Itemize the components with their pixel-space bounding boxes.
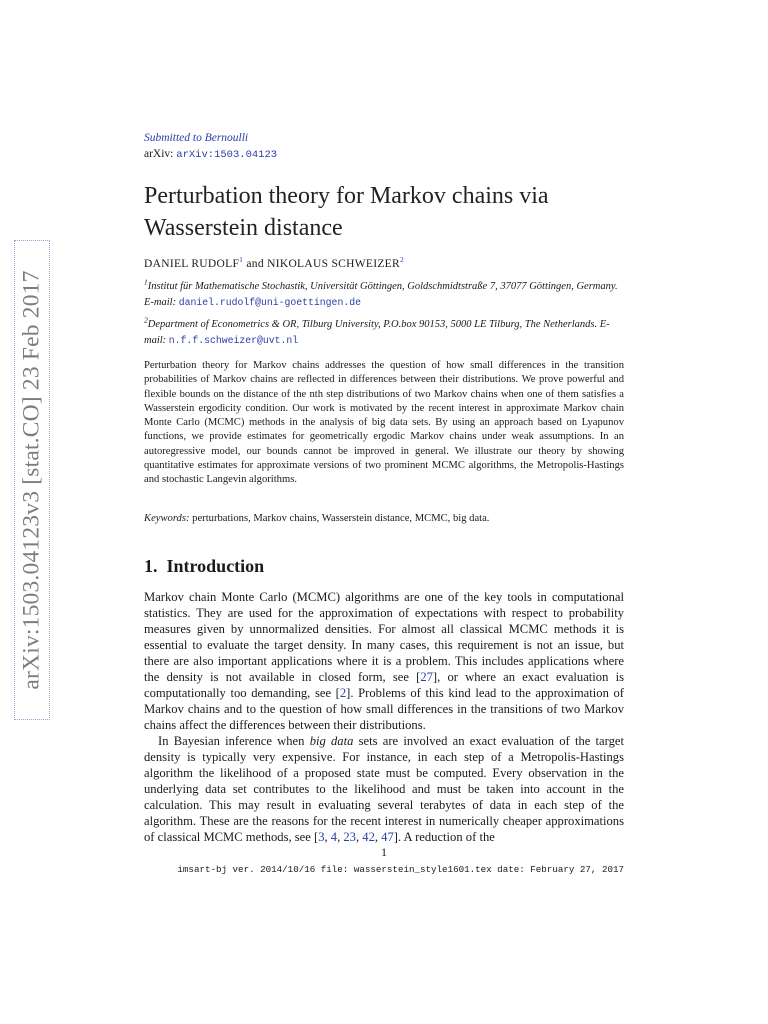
- submitted-to-journal[interactable]: Submitted to Bernoulli: [144, 132, 249, 144]
- arxiv-side-stamp: [14, 240, 50, 720]
- arxiv-identifier: [144, 148, 624, 161]
- affiliation-1-text: Institut für Mathematische Stochastik, Universität Göttingen, Goldschmidtstraße 7, 37077 Göttingen, Germany. E-mail:: [144, 281, 618, 308]
- citation-link[interactable]: 27: [420, 670, 433, 684]
- arxiv-prefix: arXiv:: [144, 148, 174, 160]
- affiliation-1: [144, 279, 624, 311]
- author-conjunction: and: [246, 258, 264, 270]
- affiliation-1-marker: 1: [144, 277, 148, 287]
- keywords: [144, 513, 624, 524]
- para-1-text-a: Markov chain Monte Carlo (MCMC) algorithms are one of the key tools in computational statistics. They are used for the approximation of expectations with respect to probability measures given by unnormalized densities. For almost all classical MCMC methods it is essential to evaluate the target density. In many cases, this requirement is not an issue, but there are also important applications where it is a problem. This includes applications where the density is not available in closed form, see [: [144, 590, 624, 684]
- para-1-text-c: ]. Problems of this kind lead to the approximation of Markov chains and to the question of how small differences in the transitions of two Markov chains affect the differences between their distributions.: [144, 686, 624, 732]
- affiliation-2-email[interactable]: n.f.f.schweizer@uvt.nl: [168, 335, 299, 346]
- section-number: 1.: [144, 556, 158, 576]
- keywords-text: perturbations, Markov chains, Wasserstein distance, MCMC, big data.: [192, 513, 490, 524]
- author-2-affil-marker[interactable]: 2: [399, 255, 405, 265]
- affiliation-2: [144, 317, 624, 349]
- citation-link[interactable]: 2: [339, 686, 347, 700]
- citation-link[interactable]: 47: [381, 830, 394, 844]
- author-1-name: DANIEL RUDOLF: [144, 258, 240, 270]
- citation-link[interactable]: 4: [330, 830, 338, 844]
- arxiv-id-link[interactable]: arXiv:1503.04123: [176, 149, 278, 161]
- para-2-text-a: In Bayesian inference when: [158, 734, 305, 748]
- paper-title: Perturbation theory for Markov chains via Wasserstein distance: [144, 183, 549, 241]
- para-2-emphasis: big data: [309, 734, 354, 748]
- para-2-text-c: ]. A reduction of the: [393, 830, 495, 844]
- author-line: [144, 255, 624, 270]
- intro-paragraph-2: In Bayesian inference when big data sets are involved an exact evaluation of the target density is typically very expensive. For instance, in each step of a Metropolis-Hastings algorithm the likelihood of a proposed state must be computed. Every observation in the underlying data set contributes to the likelihood and must be taken into account in the calculation. This may result in evaluating several terabytes of data in each step of the algorithm. These are the reasons for the recent interest in numerically cheaper approximations of classical MCMC methods, see [3, 4, 23, 42, 47]. A reduction of the: [144, 734, 625, 844]
- keywords-label: Keywords:: [144, 513, 190, 524]
- author-1-affil-marker[interactable]: 1: [239, 255, 244, 265]
- citation-link[interactable]: 42: [362, 830, 375, 844]
- para-2-text-b: sets are involved an exact evaluation of the target density is typically very expensive. For instance, in each step of a Metropolis-Hastings algorithm the likelihood of a proposed state must be computed. Every observation in the underlying data set contributes to the likelihood and must be taken into account in the calculation. This may result in evaluating several terabytes of data in each step of the algorithm. These are the reasons for the recent interest in numerically cheaper approximations of classical MCMC methods, see [: [144, 734, 625, 844]
- section-heading: [144, 556, 624, 577]
- section-title: Introduction: [166, 556, 265, 576]
- abstract: Perturbation theory for Markov chains addresses the question of how small differences in the transition probabilities of Markov chains are reflected in differences between their distributions. We prove powerful and flexible bounds on the distance of the nth step distributions of two Markov chains when one of them satisfies a Wasserstein ergodicity condition. Our work is motivated by the recent interest in approximate Markov chain Monte Carlo (MCMC) methods in the analysis of big data sets. By using an approach based on Lyapunov functions, we provide estimates for geometrically ergodic Markov chains under weak assumptions. In an autoregressive model, our bounds cannot be improved in general. We illustrate our theory by showing quantitative estimates for approximate versions of two prominent MCMC algorithms, the Metropolis-Hastings and stochastic Langevin algorithms.: [144, 360, 624, 486]
- affiliation-1-email[interactable]: daniel.rudolf@uni-goettingen.de: [178, 297, 361, 308]
- author-2-name: NIKOLAUS SCHWEIZER: [267, 258, 400, 270]
- page-number: 1: [381, 845, 387, 859]
- affiliation-2-text: Department of Econometrics & OR, Tilburg University, P.O.box 90153, 5000 LE Tilburg, The Netherlands. E-mail:: [144, 319, 610, 346]
- citation-link[interactable]: 3: [318, 830, 325, 844]
- citation-link[interactable]: 23: [343, 830, 356, 844]
- affiliation-2-marker: 2: [144, 315, 148, 325]
- para-1-text-b: ], or where an exact evaluation is computationally too demanding, see [: [144, 670, 624, 700]
- intro-paragraph-1: [144, 589, 624, 733]
- arxiv-stamp-text: arXiv:1503.04123v3 [stat.CO] 23 Feb 2017: [18, 270, 45, 690]
- footer-version-line: imsart-bj ver. 2014/10/16 file: wasserstein_style1601.tex date: February 27, 2017: [177, 864, 624, 875]
